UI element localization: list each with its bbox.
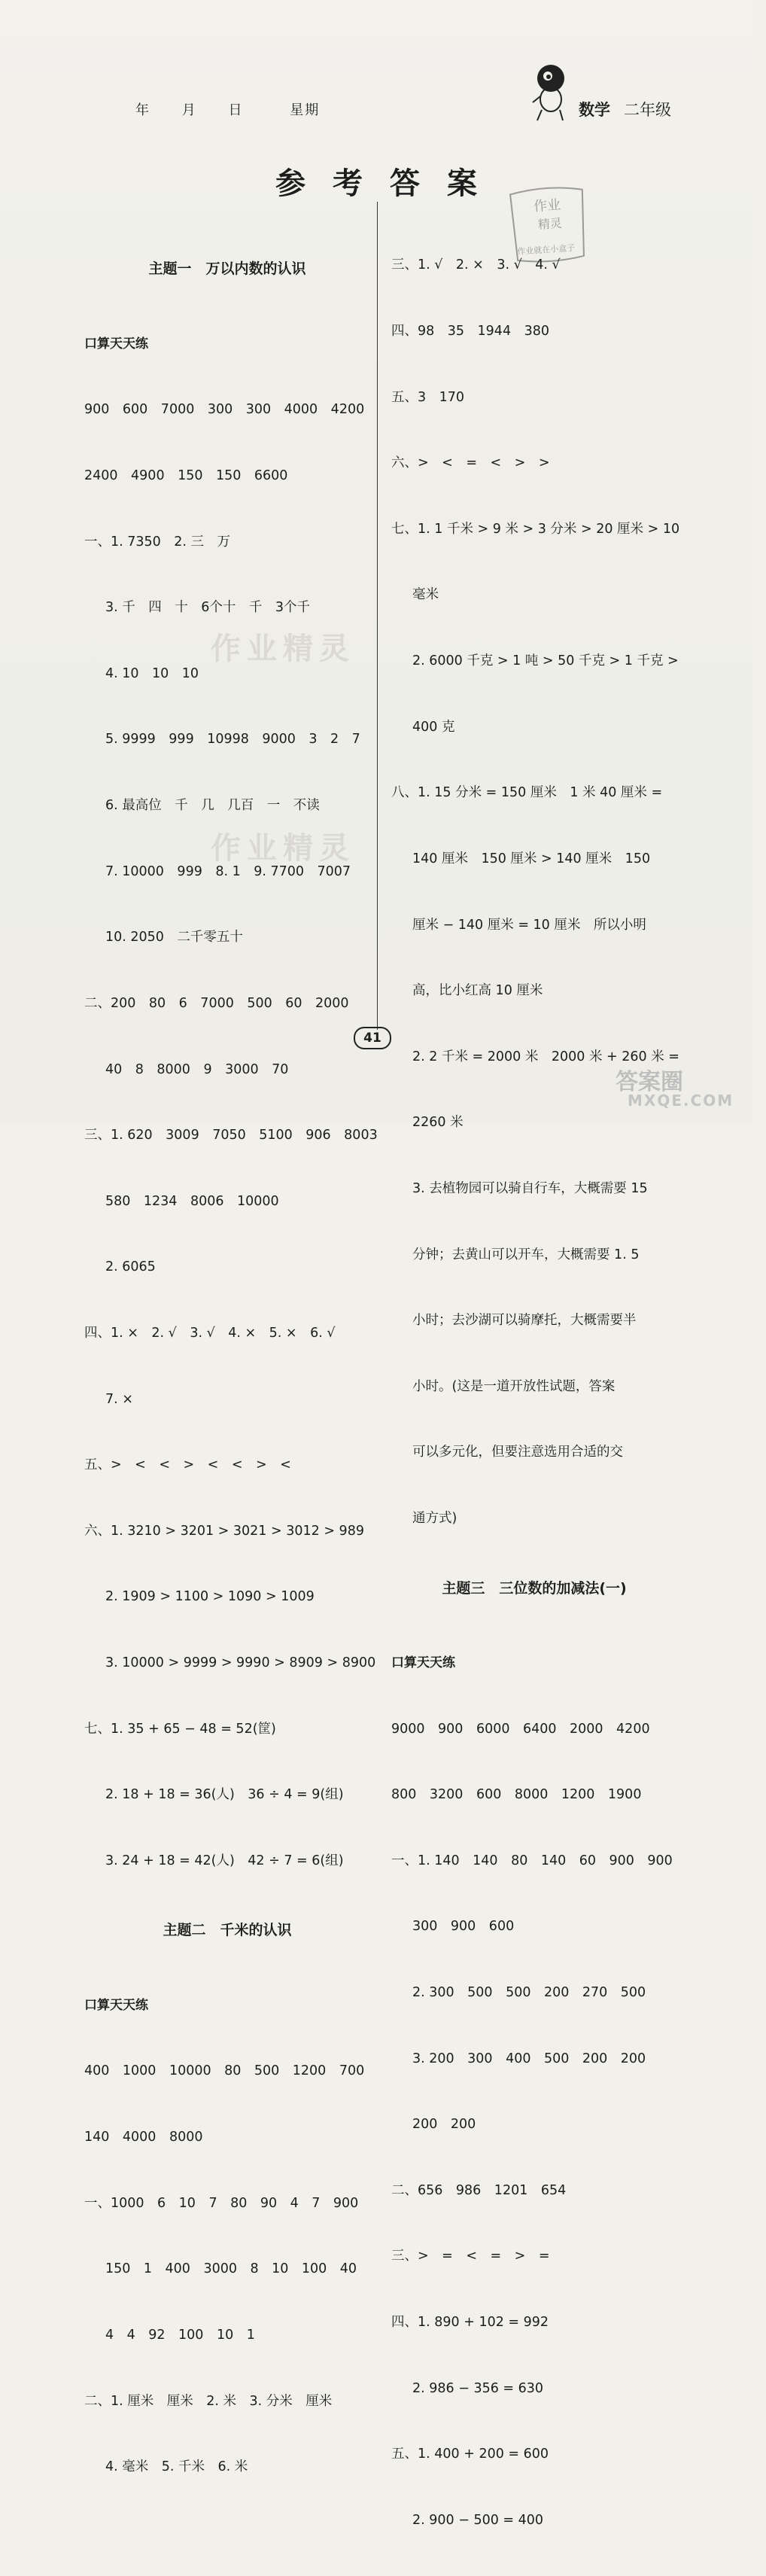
answer-line: 4. 10 10 10: [105, 665, 199, 681]
answer-line: 一、1. 7350 2. 三 万: [84, 534, 231, 550]
answer-line: 10. 2050 二千零五十: [105, 930, 243, 945]
answer-line: 4 4 92 100 10 1: [105, 2327, 255, 2343]
right-column: [391, 211, 680, 2576]
page-title: 参考答案: [275, 166, 504, 201]
answer-line: 400 1000 10000 80 500 1200 700: [84, 2063, 365, 2079]
answer-line: 分钟；去黄山可以开车，大概需要 1. 5: [412, 1247, 640, 1262]
answer-line: 四、1. 890 + 102 = 992: [391, 2315, 549, 2331]
answer-line: 可以多元化，但要注意选用合适的交: [412, 1445, 623, 1460]
date-line: [135, 99, 345, 119]
page-header: [0, 90, 752, 128]
answer-line: 2260 米: [412, 1115, 464, 1131]
answer-line: 五、1. 400 + 200 = 600: [391, 2447, 549, 2462]
answer-line: 2. 986 − 356 = 630: [412, 2380, 544, 2396]
date-day: 日: [228, 102, 244, 118]
answer-line: 二、200 80 6 7000 500 60 2000: [84, 995, 349, 1011]
answer-line: 高，比小红高 10 厘米: [412, 983, 543, 999]
answer-line: 2. 6000 千克 > 1 吨 > 50 千克 > 1 千克 >: [412, 653, 679, 669]
answer-line: 二、1. 厘米 厘米 2. 米 3. 分米 厘米: [84, 2393, 333, 2409]
answer-line: 3. 千 四 十 6个十 千 3个千: [105, 600, 311, 616]
answer-line: 200 200: [412, 2117, 476, 2133]
oral-practice-heading-1: 口算天天练: [84, 336, 148, 352]
answer-line: 580 1234 8006 10000: [105, 1193, 279, 1209]
left-column: [84, 211, 378, 2523]
answer-line: 400 克: [412, 719, 455, 735]
answer-line: 三、1. √ 2. × 3. √ 4. √: [391, 257, 561, 273]
answer-line: 4. 毫米 5. 千米 6. 米: [105, 2459, 248, 2475]
site-logo: 答案圈: [616, 1069, 683, 1095]
oral-practice-heading-3: 口算天天练: [391, 1655, 455, 1670]
answer-line: 六、1. 3210 > 3201 > 3021 > 3012 > 989: [84, 1523, 364, 1539]
answer-line: 140 4000 8000: [84, 2130, 203, 2145]
answer-line: 3. 200 300 400 500 200 200: [412, 2051, 646, 2066]
answer-line: 2. 18 + 18 = 36(人) 36 ÷ 4 = 9(组): [105, 1787, 344, 1803]
stamp-line-2: 精灵: [537, 215, 563, 232]
answer-line: 800 3200 600 8000 1200 1900: [391, 1787, 642, 1803]
date-weekday: 星期: [290, 102, 321, 118]
answer-line: 三、1. 620 3009 7050 5100 906 8003: [84, 1128, 378, 1143]
answer-line: 7. ×: [105, 1391, 133, 1407]
answer-line: 二、656 986 1201 654: [391, 2182, 567, 2198]
answer-line: 3. 10000 > 9999 > 9990 > 8909 > 8900: [105, 1655, 376, 1670]
answer-line: 300 900 600: [412, 1919, 515, 1935]
column-divider: [377, 202, 378, 1030]
section-title-2: 主题二 千米的认识: [163, 1922, 292, 1939]
grade-label: 二年级: [624, 101, 671, 119]
answer-line: 三、> = < = > =: [391, 2249, 550, 2264]
watermark-text: 作业精灵: [211, 831, 355, 866]
answer-line: 40 8 8000 9 3000 70: [105, 1061, 289, 1077]
date-month: 月: [181, 102, 197, 118]
answer-line: 5. 9999 999 10998 9000 3 2 7: [105, 732, 360, 748]
answer-line: 150 1 400 3000 8 10 100 40: [105, 2261, 357, 2277]
answer-line: 一、1000 6 10 7 80 90 4 7 900: [84, 2195, 359, 2211]
answer-line: 四、98 35 1944 380: [391, 324, 549, 340]
answer-line: 7. 10000 999 8. 1 9. 7700 7007: [105, 863, 351, 879]
oral-practice-heading-2: 口算天天练: [84, 1997, 148, 2013]
answer-line: 3. 24 + 18 = 42(人) 42 ÷ 7 = 6(组): [105, 1853, 344, 1868]
watermark-text: 作业精灵: [211, 632, 355, 666]
answer-line: 六、> < = < > >: [391, 455, 550, 471]
answer-line: 毫米: [412, 587, 439, 603]
answer-line: 五、> < < > < < > <: [84, 1457, 291, 1473]
subject-label: [579, 98, 671, 120]
answer-line: 2. 1909 > 1100 > 1090 > 1009: [105, 1589, 315, 1605]
answer-line: 2. 2 千米 = 2000 米 2000 米 + 260 米 =: [412, 1049, 679, 1064]
answer-line: 2. 6065: [105, 1259, 156, 1275]
answer-line: 3. 去植物园可以骑自行车，大概需要 15: [412, 1180, 648, 1196]
stamp-line-3: 作业就在小盒子: [516, 242, 576, 257]
page-number: 41: [354, 1027, 391, 1049]
date-year: 年: [135, 102, 150, 118]
answer-line: 6. 最高位 千 几 几百 一 不读: [105, 798, 320, 814]
section-title-3: 主题三 三位数的加减法(一): [442, 1579, 627, 1597]
answer-line: 2. 900 − 500 = 400: [412, 2512, 544, 2528]
section-title-1: 主题一 万以内数的认识: [148, 260, 306, 278]
mascot-icon: [531, 63, 569, 122]
answer-line: 2400 4900 150 150 6600: [84, 468, 288, 484]
answer-line: 2. 300 500 500 200 270 500: [412, 1985, 646, 2001]
answer-line: 小时。(这是一道开放性试题，答案: [412, 1378, 616, 1394]
subject-name: 数学: [579, 101, 610, 119]
answer-line: 厘米 − 140 厘米 = 10 厘米 所以小明: [412, 917, 646, 933]
answer-line: 9000 900 6000 6400 2000 4200: [391, 1721, 650, 1737]
answer-line: 四、1. × 2. √ 3. √ 4. × 5. × 6. √: [84, 1325, 336, 1341]
answer-line: 一、1. 140 140 80 140 60 900 900: [391, 1853, 673, 1868]
answer-line: 900 600 7000 300 300 4000 4200: [84, 402, 365, 418]
site-logo-url: MXQE.COM: [628, 1092, 734, 1110]
answer-line: 小时；去沙湖可以骑摩托，大概需要半: [412, 1313, 637, 1329]
answer-line: 七、1. 1 千米 > 9 米 > 3 分米 > 20 厘米 > 10: [391, 521, 680, 537]
answer-line: 七、1. 35 + 65 − 48 = 52(筐): [84, 1721, 276, 1737]
answer-line: 140 厘米 150 厘米 > 140 厘米 150: [412, 851, 651, 866]
answer-line: 八、1. 15 分米 = 150 厘米 1 米 40 厘米 =: [391, 785, 663, 801]
stamp-line-1: 作业: [533, 196, 561, 215]
answer-line: 五、3 170: [391, 389, 465, 405]
answer-line: 通方式): [412, 1510, 457, 1526]
